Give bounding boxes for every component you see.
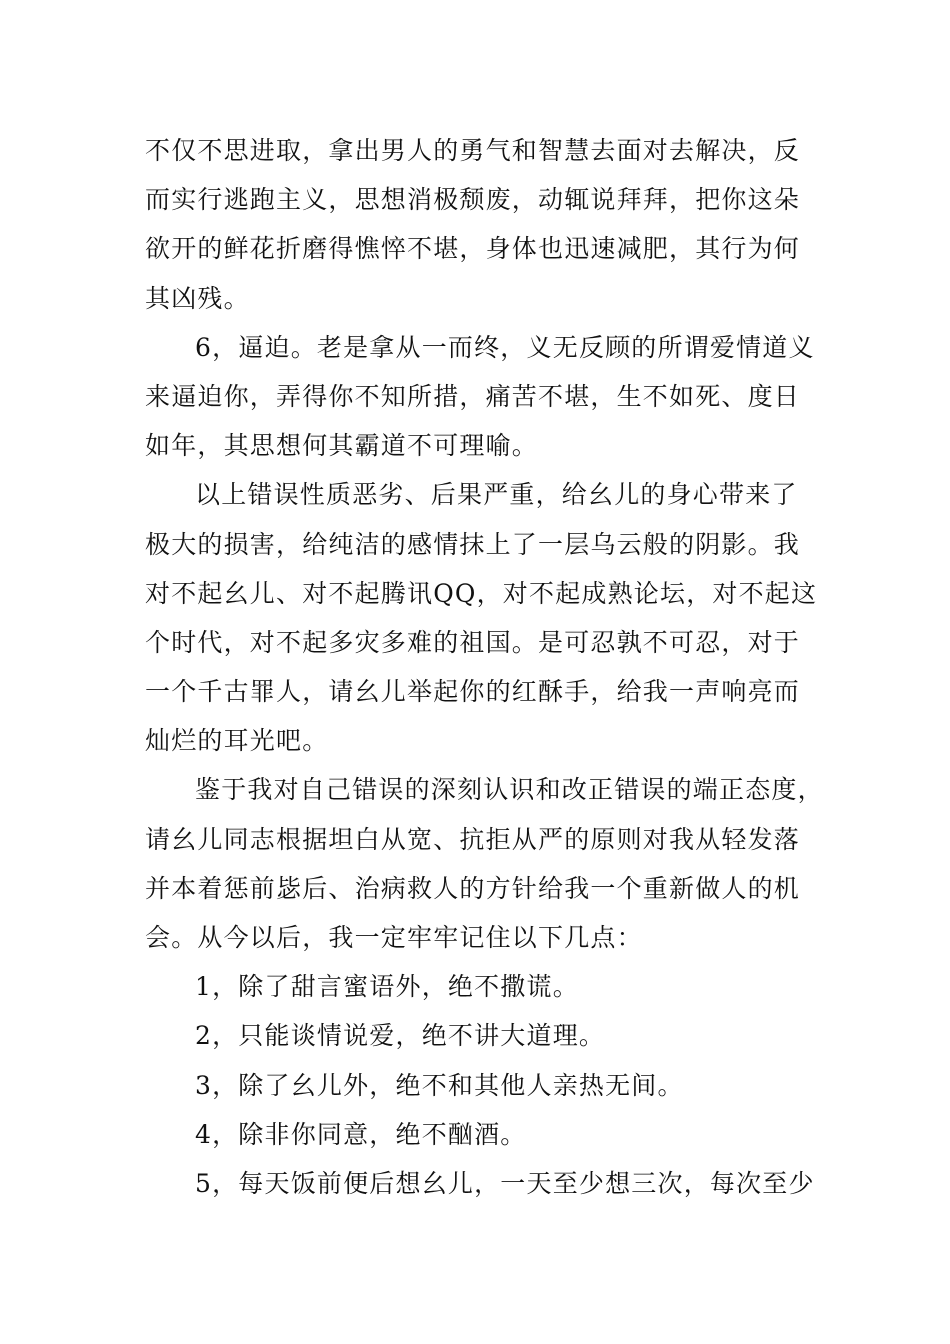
text-line: 请幺儿同志根据坦白从宽、抗拒从严的原则对我从轻发落 [145,824,801,854]
text-line: 极大的损害，给纯洁的感情抹上了一层乌云般的阴影。我 [145,529,801,559]
text-line: 欲开的鲜花折磨得憔悴不堪，身体也迅速减肥，其行为何 [145,234,801,264]
text-line: 鉴于我对自己错误的深刻认识和改正错误的端正态度， [195,775,824,805]
text-line: 一个千古罪人，请幺儿举起你的红酥手，给我一声响亮而 [145,677,801,707]
text-line: 并本着惩前毖后、治病救人的方针给我一个重新做人的机 [145,873,801,903]
text-line: 灿烂的耳光吧。 [145,726,329,756]
list-item: 3，除了幺儿外，绝不和其他人亲热无间。 [195,1070,684,1100]
text-line: 个时代，对不起多灾多难的祖国。是可忍孰不可忍，对于 [145,627,801,657]
text-line: 来逼迫你，弄得你不知所措，痛苦不堪，生不如死、度日 [145,381,801,411]
text-line: 以上错误性质恶劣、后果严重，给幺儿的身心带来了 [195,480,798,510]
text-line: 对不起幺儿、对不起腾讯QQ，对不起成熟论坛，对不起这 [145,578,818,608]
text-line: 而实行逃跑主义，思想消极颓废，动辄说拜拜，把你这朵 [145,185,801,215]
text-line: 其凶残。 [145,283,250,313]
list-item: 4，除非你同意，绝不酗酒。 [195,1119,527,1149]
text-line: 会。从今以后，我一定牢牢记住以下几点： [145,923,643,952]
document-body [145,126,825,1208]
list-item: 5，每天饭前便后想幺儿，一天至少想三次，每次至少 [195,1168,815,1198]
text-line: 不仅不思进取，拿出男人的勇气和智慧去面对去解决，反 [145,136,801,165]
list-item: 1，除了甜言蜜语外，绝不撒谎。 [195,972,579,1002]
list-item: 2，只能谈情说爱，绝不讲大道理。 [195,1021,606,1051]
text-line: 6，逼迫。老是拿从一而终，义无反顾的所谓爱情道义 [195,332,815,362]
text-line: 如年，其思想何其霸道不可理喻。 [145,431,539,461]
